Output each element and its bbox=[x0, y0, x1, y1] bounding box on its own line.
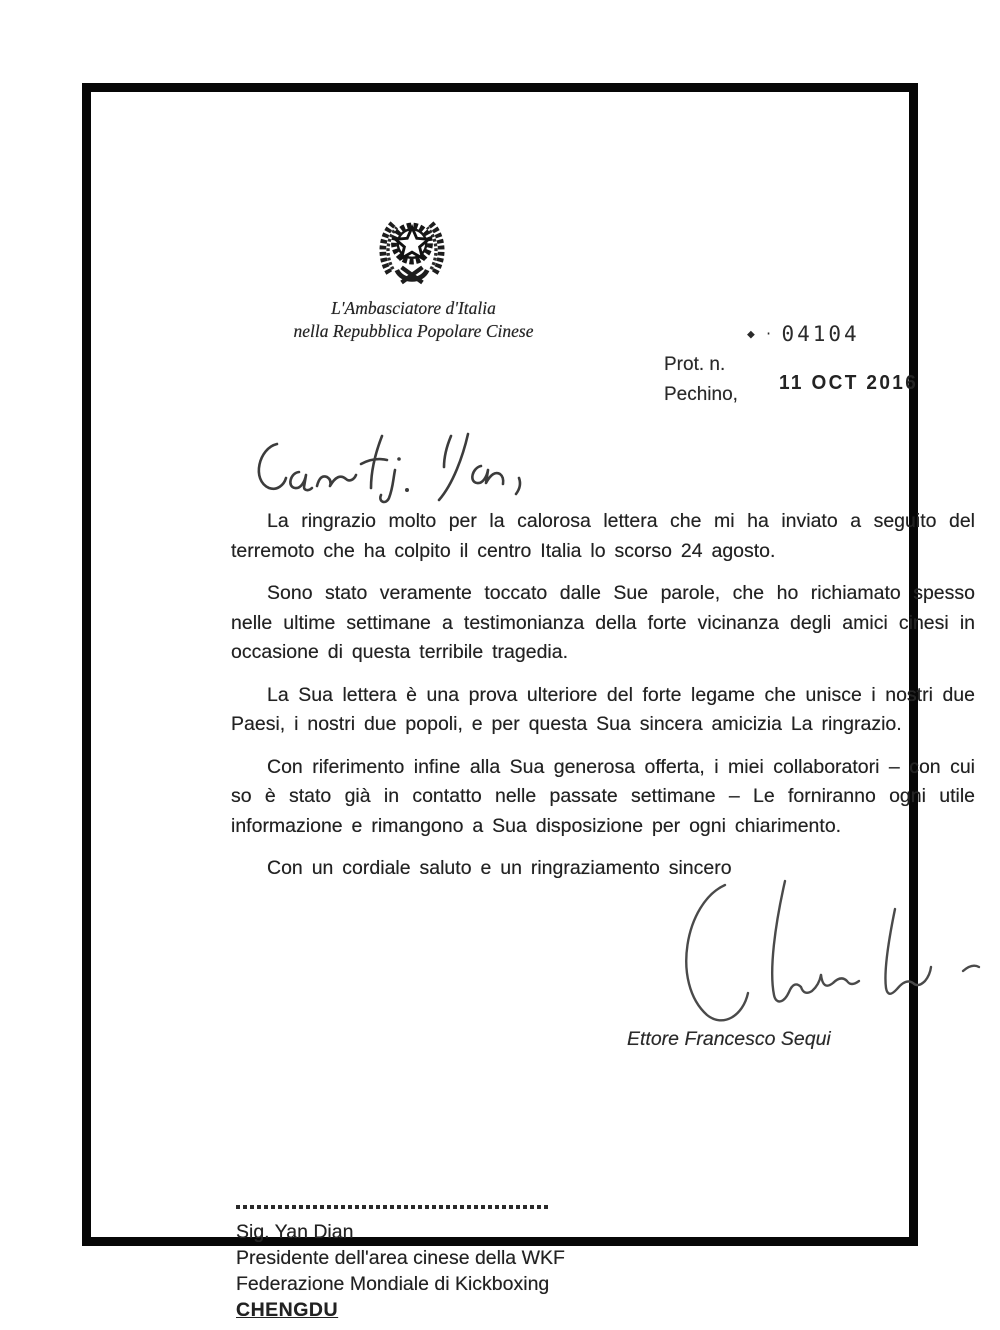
paragraph-3: La Sua lettera è una prova ulteriore del forte legame che unisce i nostri due Paesi, i nostri due popoli, e per questa Sua sincera amicizia La ringrazio. bbox=[231, 683, 975, 735]
dashed-separator bbox=[236, 1205, 548, 1209]
protocol-number-value: 04104 bbox=[781, 322, 860, 346]
handwritten-signature bbox=[663, 875, 1000, 1033]
recipient-city: CHENGDU bbox=[236, 1299, 339, 1321]
protocol-city-label: Pechino, bbox=[664, 384, 738, 405]
italy-coat-of-arms-icon bbox=[374, 210, 450, 298]
paragraph-1: La ringrazio molto per la calorosa lettera che mi ha inviato a seguito del terremoto che ha colpito il centro Italia lo scorso 24 agosto. bbox=[231, 510, 975, 562]
letterhead-line1: L'Ambasciatore d'Italia bbox=[331, 298, 496, 318]
date-stamp: 11 OCT 2016 bbox=[779, 372, 919, 394]
recipient-organization: Federazione Mondiale di Kickboxing bbox=[236, 1273, 550, 1295]
closing-line: Con un cordiale saluto e un ringraziamento sincero bbox=[267, 857, 732, 879]
paragraph-4: Con riferimento infine alla Sua generosa offerta, i miei collaboratori – con cui so è stato già in contatto nelle passate settimane – Le forniranno ogni utile informazione e rimangono a Sua disposizione per ogni chiarimento. bbox=[231, 755, 975, 837]
protocol-number-stamp bbox=[747, 322, 860, 346]
recipient-name: Sig. Yan Dian bbox=[236, 1221, 354, 1243]
letterhead bbox=[261, 297, 566, 343]
stamp-ink-mark: ◆ · bbox=[747, 327, 774, 342]
recipient-block bbox=[236, 1205, 656, 1323]
protocol-block bbox=[664, 350, 738, 410]
protocol-number-label: Prot. n. bbox=[664, 354, 726, 375]
letter-body bbox=[231, 507, 975, 897]
page-border-frame bbox=[82, 83, 975, 1321]
recipient-title: Presidente dell'area cinese della WKF bbox=[236, 1247, 565, 1269]
letterhead-line2: nella Repubblica Popolare Cinese bbox=[293, 321, 534, 341]
handwritten-greeting bbox=[247, 428, 562, 510]
paragraph-2: Sono stato veramente toccato dalle Sue parole, che ho richiamato spesso nelle ultime settimane a testimonianza della forte vicinanza degli amici cinesi in occasione di questa terribile tragedia. bbox=[231, 582, 975, 663]
signer-name: Ettore Francesco Sequi bbox=[627, 1028, 831, 1050]
